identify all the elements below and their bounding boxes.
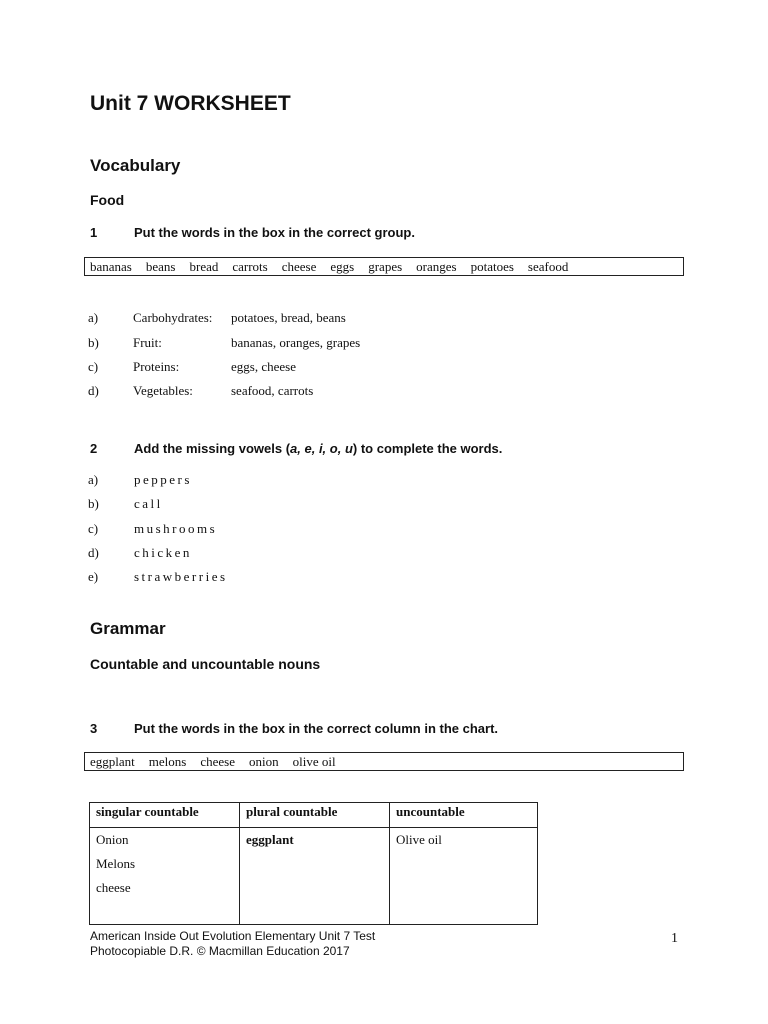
- question-2-instruction: [134, 441, 502, 456]
- vowels-text: a, e, i, o, u: [290, 441, 353, 456]
- box-word: cheese: [281, 258, 317, 274]
- chart-cell-singular: [90, 828, 240, 925]
- page-title: Unit 7 WORKSHEET: [90, 92, 291, 115]
- item-letter: d): [88, 545, 99, 560]
- chart-entry: Olive oil: [396, 832, 442, 847]
- completed-word: call: [134, 496, 163, 511]
- item-letter: b): [88, 496, 99, 511]
- chart-cell-uncountable: [390, 828, 538, 925]
- question-1-number: 1: [90, 225, 98, 240]
- word-box-1: [84, 257, 684, 276]
- question-3-number: 3: [90, 721, 98, 736]
- box-word: bread: [189, 258, 219, 274]
- chart-header: singular countable: [90, 803, 240, 828]
- box-word: potatoes: [470, 258, 514, 274]
- instruction-text: ) to complete the words.: [352, 441, 503, 456]
- box-word: olive oil: [292, 753, 336, 769]
- instruction-text: Add the missing vowels (: [134, 441, 291, 456]
- chart-header: plural countable: [240, 803, 390, 828]
- completed-word: chicken: [134, 545, 192, 560]
- box-word: onion: [248, 753, 279, 769]
- item-letter: a): [88, 310, 99, 325]
- chart-body-row: [90, 828, 538, 925]
- item-letter: e): [88, 569, 99, 584]
- box-word: carrots: [232, 258, 268, 274]
- chart-header-row: [90, 803, 538, 828]
- completed-word: mushrooms: [134, 521, 218, 536]
- item-letter: b): [88, 335, 99, 350]
- item-letter: a): [88, 472, 99, 487]
- box-word: eggs: [330, 258, 355, 274]
- question-3-instruction: Put the words in the box in the correct column in the chart.: [134, 721, 499, 736]
- footer: [90, 929, 375, 959]
- box-word: cheese: [200, 753, 235, 769]
- question-1-instruction: Put the words in the box in the correct group.: [134, 225, 415, 240]
- question-2-number: 2: [90, 441, 98, 456]
- item-letter: d): [88, 383, 99, 398]
- item-letter: c): [88, 359, 99, 374]
- box-word: bananas: [90, 258, 132, 274]
- chart-cell-plural: [240, 828, 390, 925]
- answer-text: eggs, cheese: [231, 359, 296, 374]
- word-box-3: [84, 752, 684, 771]
- page-number: 1: [671, 931, 678, 946]
- completed-word: strawberries: [134, 569, 228, 584]
- chart-header: uncountable: [390, 803, 538, 828]
- grammar-heading: Grammar: [90, 619, 166, 638]
- footer-line: American Inside Out Evolution Elementary Unit 7 Test: [90, 929, 376, 943]
- box-word: oranges: [416, 258, 457, 274]
- noun-chart: [89, 802, 538, 925]
- vocabulary-heading: Vocabulary: [90, 156, 181, 175]
- grammar-subheading: Countable and uncountable nouns: [90, 656, 321, 672]
- answer-text: potatoes, bread, beans: [231, 310, 346, 325]
- category-label: Proteins:: [133, 359, 180, 374]
- chart-entry: Melons: [96, 856, 135, 871]
- item-letter: c): [88, 521, 99, 536]
- box-word: beans: [145, 258, 176, 274]
- answer-text: seafood, carrots: [231, 383, 314, 398]
- completed-word: peppers: [134, 472, 192, 487]
- category-label: Vegetables:: [133, 383, 193, 398]
- footer-line: Photocopiable D.R. © Macmillan Education 2017: [90, 944, 350, 958]
- box-word: melons: [148, 753, 187, 769]
- chart-entry: eggplant: [246, 832, 294, 847]
- answer-text: bananas, oranges, grapes: [231, 335, 361, 350]
- chart-entry: cheese: [96, 880, 131, 895]
- chart-entry: Onion: [96, 832, 129, 847]
- box-word: eggplant: [90, 753, 135, 769]
- category-label: Carbohydrates:: [133, 310, 213, 325]
- food-subheading: Food: [90, 192, 125, 208]
- category-label: Fruit:: [133, 335, 162, 350]
- box-word: seafood: [527, 258, 569, 274]
- box-word: grapes: [368, 258, 403, 274]
